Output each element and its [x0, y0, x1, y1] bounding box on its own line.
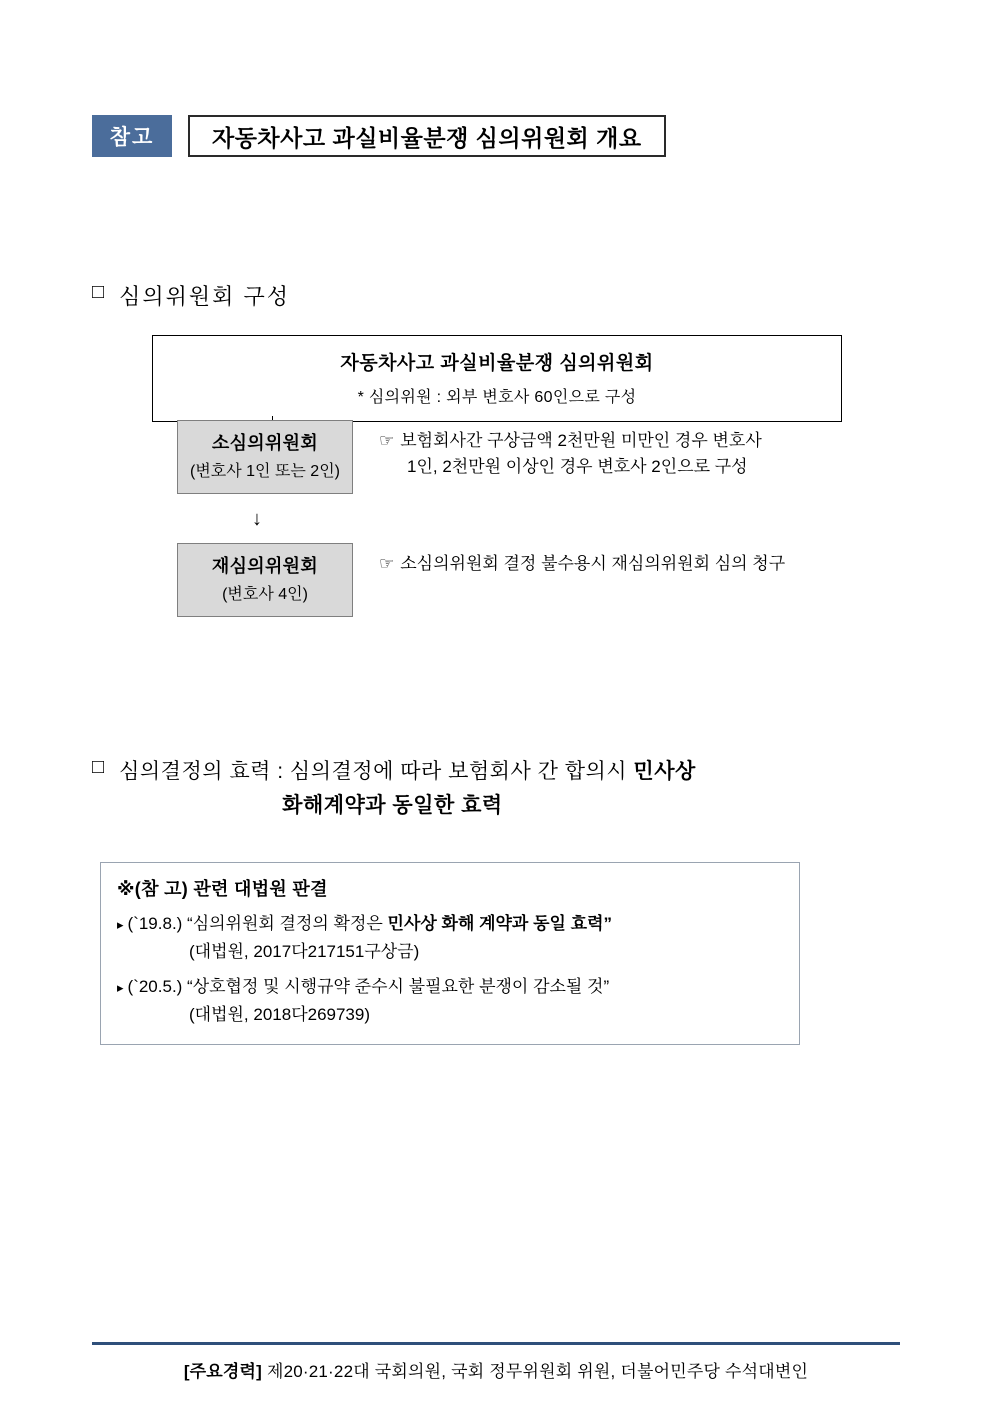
small-committee-note [379, 420, 762, 481]
supreme-court-reference-box [100, 862, 800, 1045]
small-committee-note-line1: 보험회사간 구상금액 2천만원 미만인 경우 변호사 [400, 431, 762, 450]
triangle-bullet-icon: ▸ [117, 979, 124, 995]
down-arrow-icon: ↓ [252, 508, 262, 530]
notebox-item-source: (대법원, 2017다217151구상금) [189, 942, 420, 962]
section-one-title: 심의위원회 구성 [119, 284, 290, 309]
notebox-title: ※(참 고) 관련 대법원 판결 [117, 879, 328, 899]
document-title-box [188, 115, 666, 157]
small-committee-title: 소심의위원회 [211, 433, 319, 453]
page-title: 자동차사고 과실비율분쟁 심의위원회 개요 [212, 124, 642, 151]
notebox-item-text: (`19.8.) “심의위원회 결정의 확정은 [127, 914, 388, 933]
square-bullet-icon: □ [92, 756, 106, 778]
org-row-small-committee [177, 420, 762, 494]
pointing-hand-icon: ☞ [379, 431, 395, 450]
reference-badge: 참고 [92, 115, 172, 157]
footer-divider [92, 1342, 900, 1345]
small-committee-subtitle: (변호사 1인 또는 2인) [190, 463, 340, 480]
footer [92, 1357, 900, 1382]
notebox-item-text: (`20.5.) “상호협정 및 시행규약 준수시 불필요한 분쟁이 감소될 것” [127, 976, 610, 996]
section-two-body [119, 755, 696, 822]
pointing-hand-icon: ☞ [379, 554, 395, 573]
review-committee-box [177, 543, 353, 617]
section-heading-decision-effect [92, 755, 922, 822]
section-heading-committee-composition [92, 280, 290, 311]
small-committee-box [177, 420, 353, 494]
org-top-subtitle: * 심의위원 : 외부 변호사 60인으로 구성 [357, 389, 637, 406]
org-top-title: 자동차사고 과실비율분쟁 심의위원회 [340, 353, 654, 374]
review-committee-note [379, 543, 785, 577]
section-two-line1-text: 심의결정의 효력 : 심의결정에 따라 보험회사 간 합의시 [119, 760, 634, 783]
document-header [92, 115, 666, 157]
triangle-bullet-icon: ▸ [117, 917, 124, 932]
review-committee-note-line1: 소심의위원회 결정 불수용시 재심의위원회 심의 청구 [400, 554, 786, 573]
organization-chart [152, 335, 852, 603]
org-top-box [152, 335, 842, 422]
notebox-item-source: (대법원, 2018다269739) [189, 1005, 371, 1025]
notebox-item-emphasis: 민사상 화해 계약과 동일 효력” [387, 914, 612, 933]
org-row-review-committee [177, 543, 785, 617]
section-two-line2: 화해계약과 동일한 효력 [282, 793, 503, 817]
footer-text: 제20·21·22대 국회의원, 국회 정무위원회 위원, 더불어민주당 수석대변인 [262, 1362, 809, 1381]
section-two-line1-emphasis: 민사상 [633, 760, 696, 783]
small-committee-note-line2: 1인, 2천만원 이상인 경우 변호사 2인으로 구성 [407, 457, 748, 477]
notebox-item [117, 974, 783, 1029]
square-bullet-icon: □ [92, 281, 106, 303]
review-committee-subtitle: (변호사 4인) [222, 586, 308, 603]
notebox-item [117, 911, 783, 966]
footer-label: [주요경력] [183, 1362, 263, 1381]
review-committee-title: 재심의위원회 [211, 556, 319, 576]
